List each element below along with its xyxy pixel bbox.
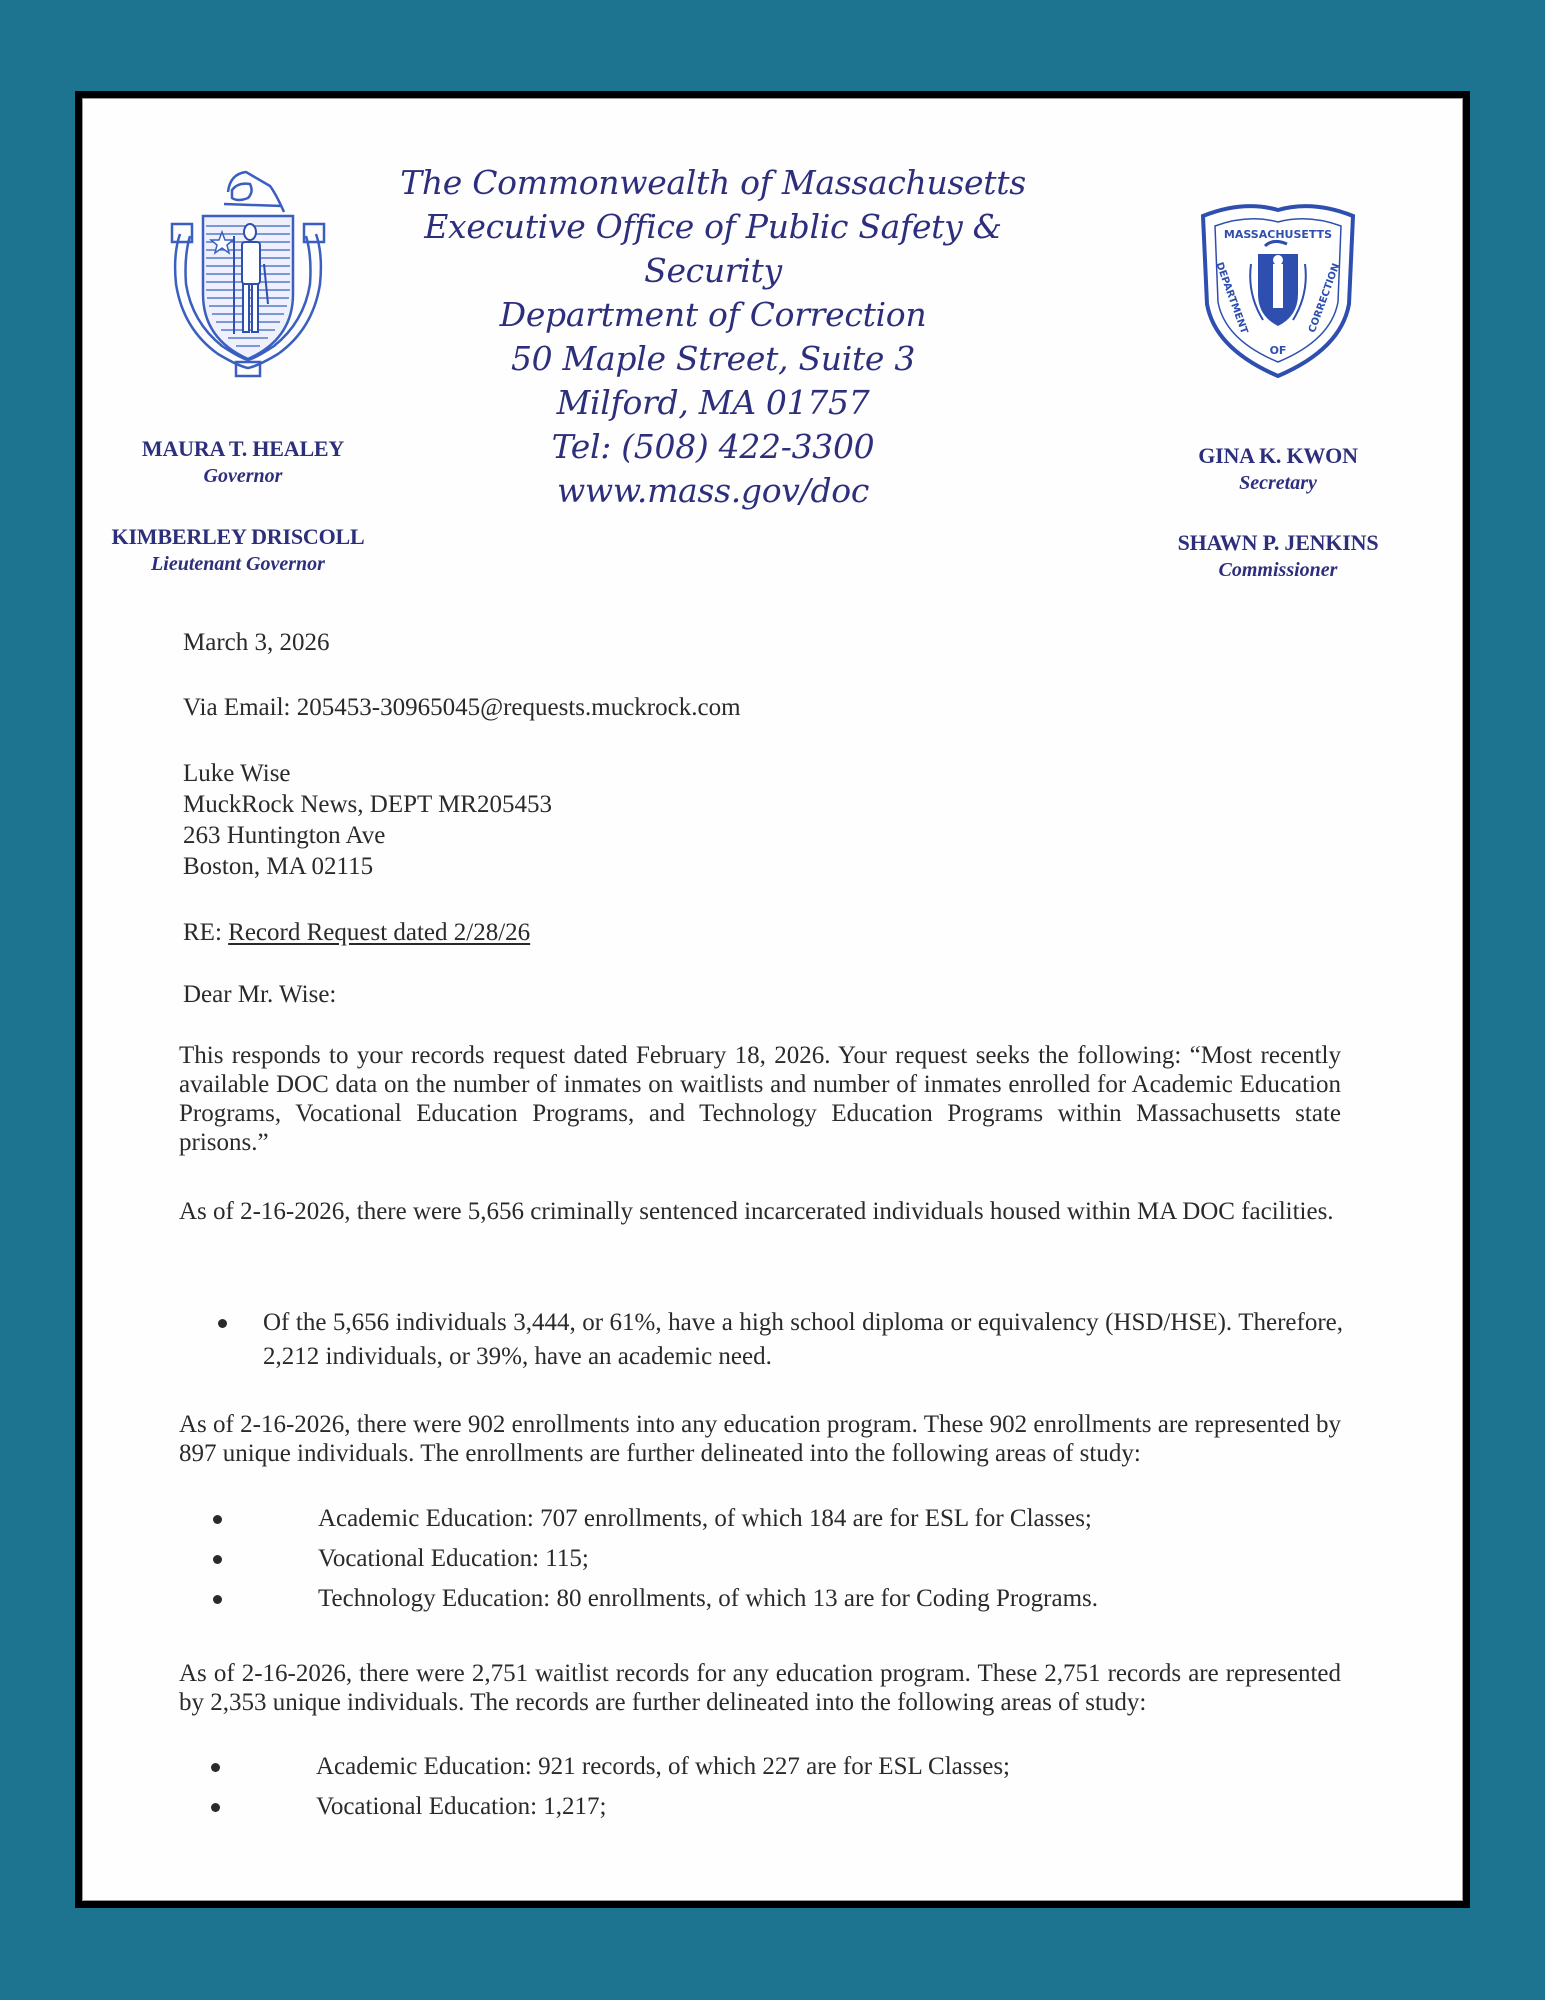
official-title: Lieutenant Governor xyxy=(151,553,325,575)
re-subject: Record Request dated 2/28/26 xyxy=(228,919,531,946)
letterhead-department: Department of Correction xyxy=(499,295,927,334)
list-item-text: Vocational Education: 115; xyxy=(318,1545,589,1572)
list-item xyxy=(213,1499,1313,1539)
paragraph-population: As of 2-16-2026, there were 5,656 criminally sentenced incarcerated individuals housed within MA DOC facilities. xyxy=(179,1198,1334,1225)
massachusetts-state-seal-icon xyxy=(158,154,338,384)
list-item-text: Of the 5,656 individuals 3,444, or 61%, have a high school diploma or equivalency (HSD/HSE). Therefore, 2,212 individuals, or 39%, have an academic need. xyxy=(263,1309,1343,1370)
department-of-correction-badge-icon xyxy=(1193,194,1363,384)
population-bullet-list xyxy=(218,1306,1343,1374)
official-title: Secretary xyxy=(1239,472,1317,494)
badge-text-left: DEPARTMENT xyxy=(1213,260,1250,336)
list-item xyxy=(213,1539,1313,1579)
document-frame xyxy=(75,91,1470,1908)
letterhead-website: www.mass.gov/doc xyxy=(556,471,870,510)
enrollments-bullet-list xyxy=(213,1499,1313,1619)
re-label: RE: xyxy=(183,919,229,946)
official-lieutenant-governor xyxy=(83,523,393,577)
official-name: SHAWN P. JENKINS xyxy=(1177,530,1379,555)
list-item xyxy=(213,1579,1313,1619)
letterhead-phone: Tel: (508) 422-3300 xyxy=(551,427,875,466)
recipient-street: 263 Huntington Ave xyxy=(183,822,386,849)
bullet-icon xyxy=(211,1803,220,1812)
official-title: Governor xyxy=(203,465,283,487)
paragraph-enrollments: As of 2-16-2026, there were 902 enrollments into any education program. These 902 enrollments are represented by 897 unique individuals. The enrollments are further delineated into the following areas of study: xyxy=(179,1411,1341,1467)
recipient-city: Boston, MA 02115 xyxy=(183,853,374,880)
badge-text-top: MASSACHUSETTS xyxy=(1223,228,1333,241)
recipient-org: MuckRock News, DEPT MR205453 xyxy=(183,791,552,818)
official-governor xyxy=(113,435,373,489)
letterhead-city: Milford, MA 01757 xyxy=(556,383,870,422)
paragraph-request-summary: This responds to your records request dated February 18, 2026. Your request seeks the following: “Most recently available DOC data on the number of inmates on waitlists and number of inmates enrolled for Academic Education Programs, Vocational Education Programs, and Technology Education Programs within Massachusetts state prisons.” xyxy=(179,1042,1341,1156)
via-email: Via Email: 205453-30965045@requests.muckrock.com xyxy=(183,694,741,721)
recipient-address xyxy=(183,758,552,882)
bullet-icon xyxy=(213,1595,222,1604)
recipient-name: Luke Wise xyxy=(183,760,291,787)
letter-date: March 3, 2026 xyxy=(183,629,330,656)
badge-text-right: CORRECTION xyxy=(1307,262,1343,335)
paragraph-waitlist: As of 2-16-2026, there were 2,751 waitlist records for any education program. These 2,751 records are represented by 2,353 unique individuals. The records are further delineated into the following areas of study: xyxy=(179,1660,1341,1716)
official-name: KIMBERLEY DRISCOLL xyxy=(111,524,365,549)
official-commissioner xyxy=(1143,529,1413,583)
bullet-icon xyxy=(213,1515,222,1524)
letterhead-commonwealth: The Commonwealth of Massachusetts xyxy=(400,163,1026,202)
list-item xyxy=(218,1306,1343,1374)
salutation: Dear Mr. Wise: xyxy=(183,981,337,1008)
bullet-icon xyxy=(218,1319,227,1328)
list-item xyxy=(211,1747,1311,1787)
bullet-icon xyxy=(211,1763,220,1772)
letterhead xyxy=(373,161,1053,513)
list-item-text: Academic Education: 921 records, of which 227 are for ESL Classes; xyxy=(316,1753,1011,1780)
letter-page xyxy=(82,98,1463,1901)
official-name: GINA K. KWON xyxy=(1198,443,1358,468)
official-secretary xyxy=(1163,442,1393,496)
list-item-text: Vocational Education: 1,217; xyxy=(316,1793,607,1820)
letterhead-executive-office: Executive Office of Public Safety & Security xyxy=(424,207,1002,290)
letterhead-street: 50 Maple Street, Suite 3 xyxy=(510,339,916,378)
official-name: MAURA T. HEALEY xyxy=(141,436,345,461)
badge-text-bottom: OF xyxy=(1269,344,1287,357)
re-line xyxy=(183,917,530,948)
list-item-text: Technology Education: 80 enrollments, of which 13 are for Coding Programs. xyxy=(318,1585,1099,1612)
waitlist-bullet-list xyxy=(211,1747,1311,1827)
bullet-icon xyxy=(213,1555,222,1564)
official-title: Commissioner xyxy=(1218,559,1338,581)
list-item xyxy=(211,1787,1311,1827)
list-item-text: Academic Education: 707 enrollments, of which 184 are for ESL for Classes; xyxy=(318,1505,1092,1532)
